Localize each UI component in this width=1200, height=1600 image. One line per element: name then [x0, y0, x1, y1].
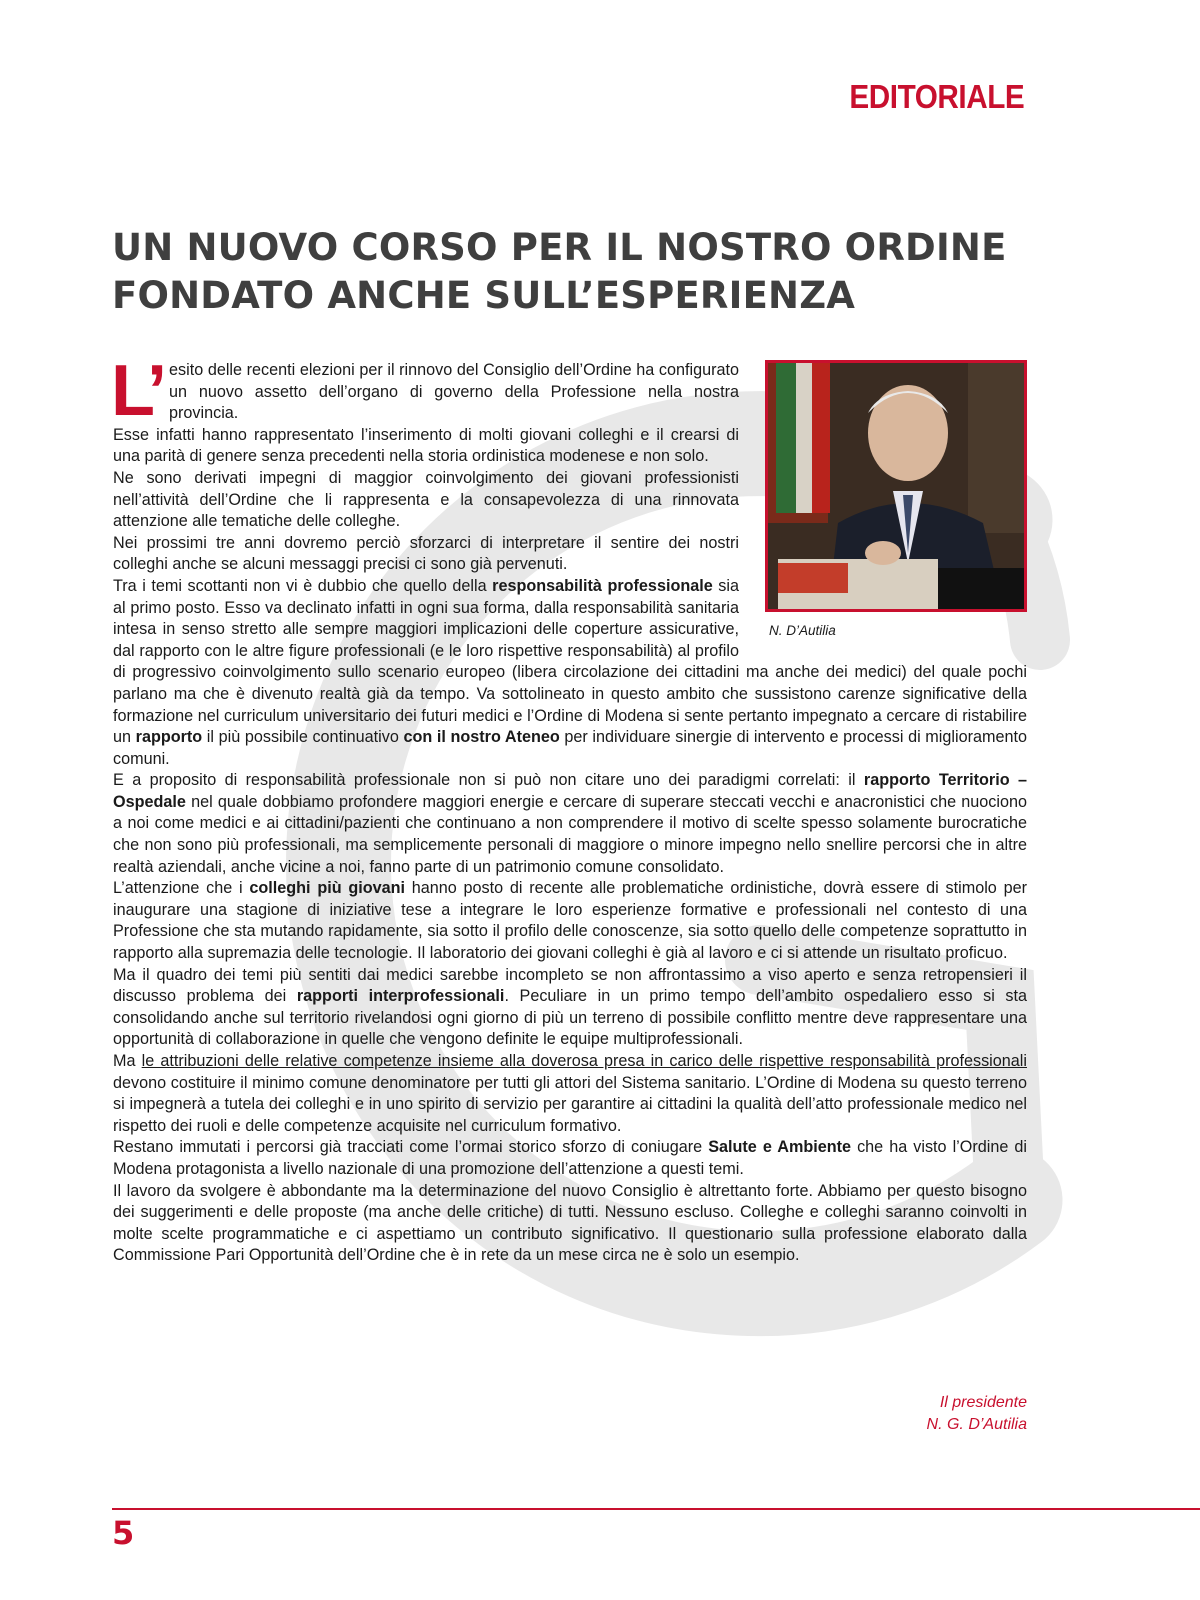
paragraph-11: Il lavoro da svolgere è abbondante ma la determinazione del nuovo Consiglio è altrettanto forte. Abbiamo per questo bisogno dei suggerimenti e delle proposte (ma anche delle critiche) di tutti. Nessuno escluso. Colleghe e colleghi saranno coinvolti in molte scelte programmatiche e ci aspettiamo un contributo significativo. Il questionario sulla professione elaborato dalla Commissione Pari Opportunità dell’Ordine che è in rete da un mese circa ne è solo un esempio. [113, 1181, 1027, 1265]
author-photo [765, 360, 1027, 612]
paragraph-3: Ne sono derivati impegni di maggior coinvolgimento dei giovani professionisti nell’attività dell’Ordine che li rappresenta e la consapevolezza di una rinnovata attenzione alle tematiche delle colleghe. [113, 468, 739, 531]
signature-name: N. G. D’Autilia [926, 1416, 1027, 1433]
paragraph-6-bold: rapporto Territorio – Ospedale [113, 771, 1027, 811]
paragraph-7-text-b: hanno posto di recente alle problematiche ordinistiche, dovrà essere di stimolo per inaugurare una stagione di iniziative tese a integrare le loro esperienze formative e professionali nel contesto di una Professione che sta mutando rapidamente, sia sotto il profilo delle conoscenze, sia sotto quello delle competenze soprattutto in rapporto alla supremazia delle tecnologie. Il laboratorio dei giovani colleghi è già al lavoro e ci si attende un risultato proficuo. [113, 879, 1027, 963]
headline-line-1: UN NUOVO CORSO PER IL NOSTRO ORDINE [112, 226, 1007, 269]
paragraph-8-text-a: Ma il quadro dei temi più sentiti dai medici sarebbe incompleto se non affrontassimo a viso aperto e senza retropensieri il discusso problema dei [113, 965, 1027, 1006]
signature-role: Il presidente [939, 1394, 1027, 1411]
headline [112, 224, 1052, 320]
paragraph-6 [113, 770, 1027, 878]
paragraph-5-text-c: il più possibile continuativo [202, 728, 404, 747]
paragraph-1-text: esito delle recenti elezioni per il rinnovo del Consiglio dell’Ordine ha configurato un nuovo assetto dell’organo di governo della Professione nella nostra provincia. [169, 361, 739, 423]
paragraph-6-text-b: nel quale dobbiamo profondere maggiori energie e cercare di superare steccati vecchi e anacronistici che nuociono a noi come medici e ai cittadini/pazienti che continuano a non comprendere il motivo di scelte spesso solamente burocratiche che non sono più professionali, ma semplicemente personali di maggiore o minore impegno nello snellire percorsi che in altre realtà aziendali, anche vicine a noi, fanno parte di un patrimonio comune consolidato. [113, 792, 1027, 876]
paragraph-9-text-b: devono costituire il minimo comune denominatore per tutti gli attori del Sistema sanitario. L’Ordine di Modena su questo terreno si impegnerà a tutela dei colleghi e in uno spirito di servizio per garantire ai cittadini la qualità dell’atto professionale medico nel rispetto dei ruoli e delle competenze acquisite nel curriculum formativo. [113, 1073, 1027, 1135]
author-photo-block [765, 360, 1027, 638]
signature [927, 1392, 1027, 1436]
paragraph-5-text-a: Tra i temi scottanti non vi è dubbio che quello della [113, 576, 493, 595]
paragraph-8 [113, 965, 1027, 1051]
paragraph-8-bold: rapporti interprofessionali [296, 987, 505, 1006]
paragraph-9-underlined: le attribuzioni delle relative competenze insieme alla doverosa presa in carico delle rispettive responsabilità professionali [141, 1052, 1027, 1070]
paragraph-8-text-b: . Peculiare in un primo tempo dell’ambito ospedaliero esso si sta consolidando anche sul territorio rivelandosi ogni giorno di più un terreno di possibile conflitto mentre deve rappresentare una opportunità di collaborazione in quelle che vengono definite le equipe multiprofessionali. [113, 987, 1027, 1049]
paragraph-7-text-a: L’attenzione che i [113, 879, 250, 898]
paragraph-10-text-a: Restano immutati i percorsi già tracciati come l’ormai storico sforzo di coniugare [113, 1138, 709, 1157]
paragraph-2: Esse infatti hanno rappresentato l’inserimento di molti giovani colleghi e il crearsi di una parità di genere senza precedenti nella storia ordinistica modenese e non solo. [113, 425, 739, 466]
paragraph-9-text-a: Ma [113, 1052, 142, 1070]
footer-divider [112, 1508, 1200, 1510]
paragraph-5-bold-c: con il nostro Ateneo [403, 728, 560, 747]
paragraph-10 [113, 1137, 1027, 1180]
paragraph-5-text-b: sia al primo posto. Esso va declinato infatti in ogni sua forma, dalla responsabilità sanitaria intesa in senso stretto alle sempre maggiori implicazioni delle coperture assicurative, dal rapporto con le altre figure professionali (e le loro rispettive responsabilità) al profilo di progressivo coinvolgimento sullo scenario europeo (libera circolazione dei cittadini ma anche dei medici) del quale pochi parlano ma che è divenuto realtà già da tempo. Va sottolineato in questo ambito che sussistono carenze significative della formazione nel curriculum universitario dei futuri medici e l’Ordine di Modena si sente pertanto impegnato a cercare di ristabilire un [113, 576, 1027, 747]
section-label: EDITORIALE [849, 78, 1024, 115]
article-body [111, 351, 1028, 1267]
paragraph-6-text-a: E a proposito di responsabilità professionale non si può non citare uno dei paradigmi correlati: il [113, 771, 864, 790]
paragraph-10-text-b: che ha visto l’Ordine di Modena protagonista a livello nazionale di una promozione dell’attenzione a questi temi. [113, 1138, 1028, 1178]
paragraph-7-bold: colleghi più giovani [249, 879, 406, 898]
paragraph-5-text-d: per individuare sinergie di intervento e processi di miglioramento comuni. [113, 728, 1027, 768]
headline-line-2: FONDATO ANCHE SULL’ESPERIENZA [112, 274, 856, 317]
paragraph-5-bold-a: responsabilità professionale [492, 576, 713, 595]
paragraph-7 [113, 878, 1027, 964]
photo-caption: N. D’Autilia [769, 623, 836, 638]
paragraph-4: Nei prossimi tre anni dovremo perciò sforzarci di interpretare il sentire dei nostri colleghi anche se alcuni messaggi precisi ci sono già pervenuti. [113, 533, 739, 574]
paragraph-5-bold-b: rapporto [135, 728, 203, 747]
paragraph-10-bold: Salute e Ambiente [708, 1138, 852, 1157]
paragraph-9 [113, 1051, 1027, 1137]
page-number: 5 [112, 1514, 135, 1552]
dropcap: L’ [111, 351, 164, 431]
